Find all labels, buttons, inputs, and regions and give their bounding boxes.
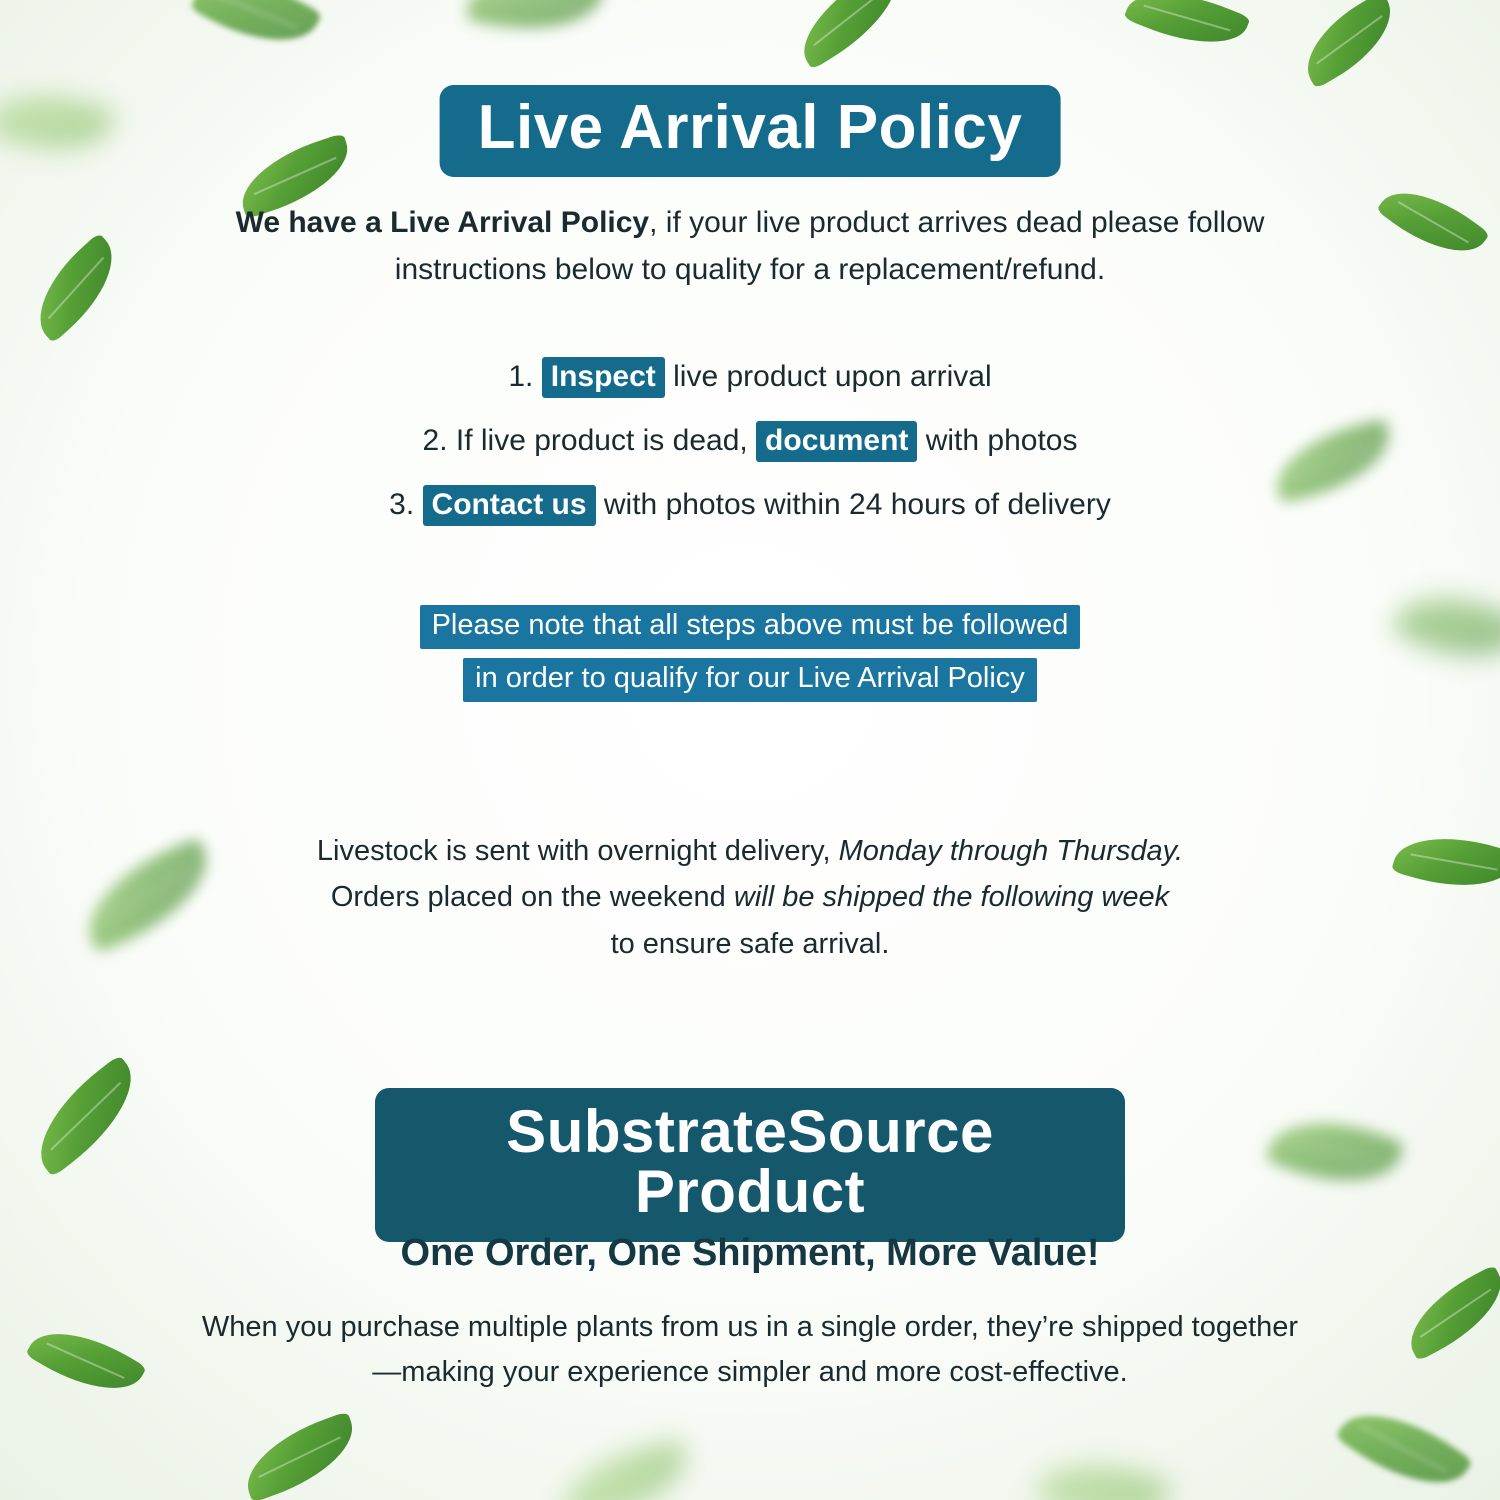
step-text: with photos [917, 424, 1078, 457]
intro-paragraph [160, 200, 1340, 293]
page-title: Live Arrival Policy [440, 85, 1061, 177]
shipping-line2-plain: Orders placed on the weekend [330, 881, 734, 914]
step-number: 2. [422, 424, 448, 457]
shipping-line3: to ensure safe arrival. [610, 927, 890, 960]
step-number: 3. [389, 488, 415, 521]
shipping-paragraph [200, 828, 1300, 967]
step-number: 1. [508, 360, 534, 393]
step-text-before: If live product is dead, [447, 424, 757, 457]
intro-bold-lead: We have a Live Arrival Policy [235, 206, 650, 239]
note-line-1: Please note that all steps above must be followed [420, 605, 1081, 649]
product-title: SubstrateSource Product [375, 1088, 1125, 1242]
shipping-line1-plain: Livestock is sent with overnight delivery, [316, 835, 839, 867]
shipping-line2-italic: will be shipped the following week [733, 881, 1170, 914]
steps-list [125, 362, 1375, 554]
step-highlight: Contact us [423, 485, 596, 526]
step-highlight: document [756, 421, 917, 462]
list-item [125, 426, 1375, 456]
step-text-before [414, 488, 422, 521]
step-text: live product upon arrival [664, 360, 992, 393]
policy-note [125, 605, 1375, 711]
product-body-text: When you purchase multiple plants from us in a single order, they’re shipped together—making your experience simpler and more cost-effective. [201, 1311, 1299, 1388]
product-subheading: One Order, One Shipment, More Value! [400, 1232, 1100, 1274]
intro-rest: , if your live product arrives dead please follow instructions below to quality for a replacement/refund. [394, 206, 1265, 286]
step-text: with photos within 24 hours of delivery [595, 488, 1111, 521]
note-line-2: in order to qualify for our Live Arrival Policy [463, 658, 1037, 702]
shipping-line1-italic: Monday through Thursday. [838, 835, 1184, 867]
list-item [125, 490, 1375, 520]
list-item [125, 362, 1375, 392]
step-highlight: Inspect [542, 357, 665, 398]
